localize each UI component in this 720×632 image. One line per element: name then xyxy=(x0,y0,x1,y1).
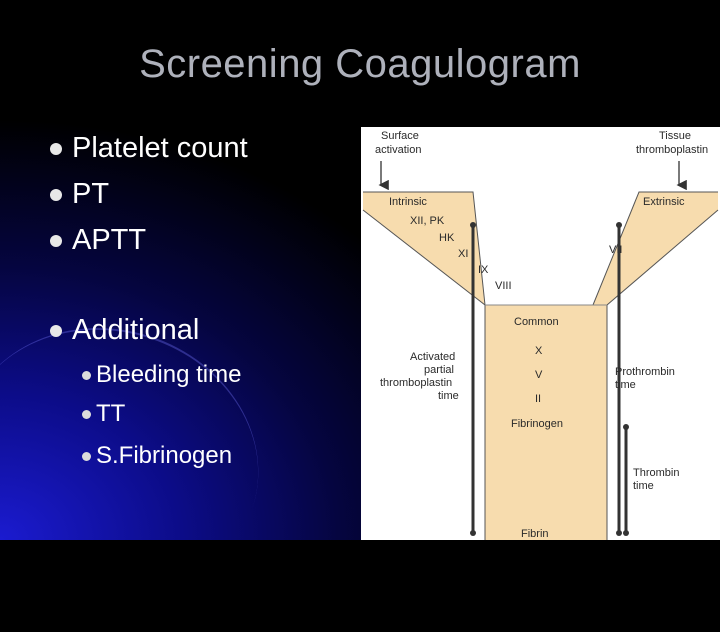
common-label: Common xyxy=(514,316,559,328)
sub-bullet-dot-icon xyxy=(82,452,91,461)
bullet-aptt: APTT xyxy=(72,224,147,256)
bullet-item xyxy=(50,178,109,211)
intrinsic-factor-viii: VIII xyxy=(495,280,512,292)
tt-label-line2: time xyxy=(633,480,654,492)
extrinsic-label: Extrinsic xyxy=(643,196,685,208)
common-factor-x: X xyxy=(535,345,543,357)
tissue-thromboplastin-label-line1: Tissue xyxy=(659,130,691,142)
fibrin-label: Fibrin xyxy=(521,528,549,540)
common-factor-v: V xyxy=(535,369,543,381)
aptt-label-line1: Activated xyxy=(410,351,456,363)
tt-start-dot-icon xyxy=(623,424,629,430)
coagulation-cascade-diagram xyxy=(361,127,720,540)
pt-label-line2: time xyxy=(615,379,636,391)
sub-bullet-bleeding-time: Bleeding time xyxy=(96,361,242,388)
tt-end-dot-icon xyxy=(623,530,629,536)
sub-bullet-s-fibrinogen: S.Fibrinogen xyxy=(96,442,233,469)
bullet-item xyxy=(50,314,199,347)
bullet-dot-icon xyxy=(50,189,62,201)
sub-bullet-item xyxy=(82,400,125,428)
bullet-additional: Additional xyxy=(72,314,200,346)
sub-bullet-dot-icon xyxy=(82,371,91,380)
slide-title: Screening Coagulogram xyxy=(139,42,581,86)
pt-label-line1: Prothrombin xyxy=(615,366,675,378)
bullet-dot-icon xyxy=(50,235,62,247)
intrinsic-factor-xii-pk: XII, PK xyxy=(410,215,445,227)
sub-bullet-tt: TT xyxy=(96,400,126,427)
aptt-label-line2: partial xyxy=(424,364,454,376)
aptt-end-dot-icon xyxy=(470,530,476,536)
extrinsic-factor-vii: VII xyxy=(609,244,623,256)
surface-activation-label-line1: Surface xyxy=(381,130,419,142)
bullet-dot-icon xyxy=(50,143,62,155)
bullet-dot-icon xyxy=(50,325,62,337)
pt-start-dot-icon xyxy=(616,222,622,228)
aptt-start-dot-icon xyxy=(470,222,476,228)
tt-label-line1: Thrombin xyxy=(633,467,680,479)
pt-end-dot-icon xyxy=(616,530,622,536)
tissue-thromboplastin-label-line2: thromboplastin xyxy=(636,144,709,156)
intrinsic-factor-ix: IX xyxy=(478,264,489,276)
bullet-item xyxy=(50,132,248,165)
sub-bullet-item xyxy=(82,442,232,470)
bullet-item xyxy=(50,224,146,257)
surface-activation-label-line2: activation xyxy=(375,144,422,156)
sub-bullet-item xyxy=(82,361,241,389)
aptt-label-line3: thromboplastin xyxy=(380,377,453,389)
intrinsic-factor-hk: HK xyxy=(439,232,455,244)
bullet-platelet-count: Platelet count xyxy=(72,132,248,164)
intrinsic-label: Intrinsic xyxy=(389,196,427,208)
sub-bullet-dot-icon xyxy=(82,410,91,419)
intrinsic-factor-xi: XI xyxy=(458,248,469,260)
common-factor-ii: II xyxy=(535,393,542,405)
bullet-pt: PT xyxy=(72,178,110,210)
common-factor-fibrinogen: Fibrinogen xyxy=(511,418,563,430)
aptt-label-line4: time xyxy=(438,390,459,402)
